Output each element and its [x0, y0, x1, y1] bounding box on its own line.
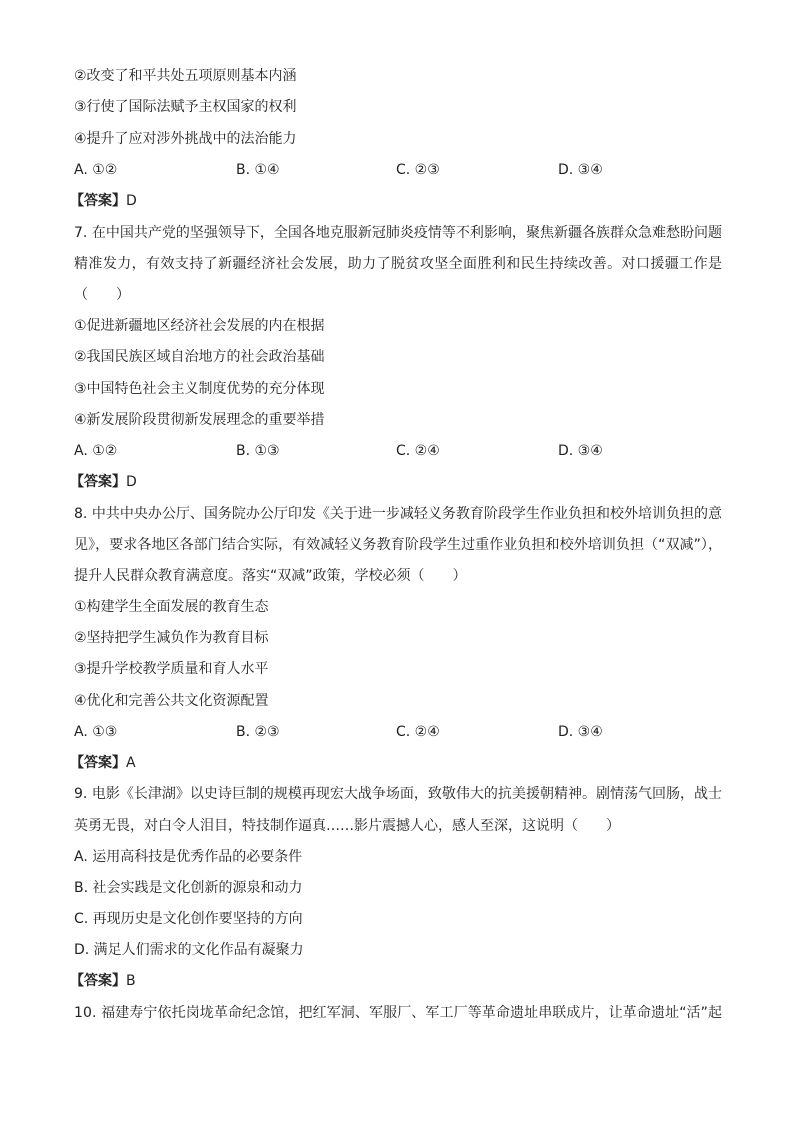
q6-option-d: D. ③④: [558, 162, 603, 178]
q8-statement-4: ④优化和完善公共文化资源配置: [74, 693, 269, 709]
q10-stem-line-1: 10. 福建寿宁依托岗垅革命纪念馆，把红军洞、军服厂、军工厂等革命遗址串联成片，让革命遗址“活”起: [74, 1005, 723, 1021]
q8-statement-2: ②坚持把学生减负作为教育目标: [74, 630, 269, 646]
q9-stem-line-1: 9. 电影《长津湖》以史诗巨制的规模再现宏大战争场面，致敬伟大的抗美援朝精神。剧情荡气回肠，战士: [74, 786, 722, 802]
q6-option-a: A. ①②: [74, 162, 118, 178]
q8-stem-line-3: 提升人民群众教育满意度。落实“双减”政策，学校必须（ ）: [74, 568, 467, 584]
q6-options: [74, 160, 722, 180]
q9-choice-c: C. 再现历史是文化创作要坚持的方向: [74, 911, 303, 927]
q7-answer: [70, 472, 137, 492]
q8-options: [74, 722, 722, 742]
answer-tag: 【答案】: [70, 474, 126, 490]
q9-choice-a: A. 运用高科技是优秀作品的必要条件: [74, 849, 303, 865]
q7-option-a: A. ①②: [74, 443, 118, 459]
q7-statement-3: ③中国特色社会主义制度优势的充分体现: [74, 381, 325, 397]
q6-statement-4: ④提升了应对涉外挑战中的法治能力: [74, 131, 297, 147]
q9-choice-b: B. 社会实践是文化创新的源泉和动力: [74, 880, 303, 896]
q6-option-b: B. ①④: [236, 162, 280, 178]
q7-stem-line-2: 精准发力，有效支持了新疆经济社会发展，助力了脱贫攻坚全面胜利和民生持续改善。对口援疆工作是: [74, 256, 723, 272]
q9-answer: [70, 971, 136, 991]
answer-tag: 【答案】: [70, 193, 126, 209]
answer-value: D: [126, 193, 137, 209]
answer-value: A: [126, 755, 136, 771]
q7-stem-line-1: 7. 在中国共产党的坚强领导下，全国各地克服新冠肺炎疫情等不利影响，聚焦新疆各族群众急难愁盼问题: [74, 225, 722, 241]
q6-statement-3: ③行使了国际法赋予主权国家的权利: [74, 99, 297, 115]
q6-option-c: C. ②③: [396, 162, 440, 178]
q9-choice-d: D. 满足人们需求的文化作品有凝聚力: [74, 942, 304, 958]
q6-answer: [70, 191, 137, 211]
q7-option-b: B. ①③: [236, 443, 280, 459]
q6-statement-2: ②改变了和平共处五项原则基本内涵: [74, 68, 297, 84]
answer-tag: 【答案】: [70, 755, 126, 771]
answer-value: B: [126, 973, 136, 989]
q7-statement-4: ④新发展阶段贯彻新发展理念的重要举措: [74, 412, 325, 428]
q8-answer: [70, 753, 136, 773]
q8-stem-line-2: 见》，要求各地区各部门结合实际，有效减轻义务教育阶段学生过重作业负担和校外培训负担（“双减”），: [74, 537, 723, 553]
q7-statement-2: ②我国民族区域自治地方的社会政治基础: [74, 349, 325, 365]
q8-statement-1: ①构建学生全面发展的教育生态: [74, 599, 269, 615]
q8-option-a: A. ①③: [74, 724, 118, 740]
answer-tag: 【答案】: [70, 973, 126, 989]
q8-option-c: C. ②④: [396, 724, 440, 740]
answer-value: D: [126, 474, 137, 490]
q7-option-d: D. ③④: [558, 443, 603, 459]
q7-statement-1: ①促进新疆地区经济社会发展的内在根据: [74, 318, 325, 334]
q7-stem-line-3: （ ）: [74, 287, 130, 303]
q7-option-c: C. ②④: [396, 443, 440, 459]
q8-stem-line-1: 8. 中共中央办公厅、国务院办公厅印发《关于进一步减轻义务教育阶段学生作业负担和校外培训负担的意: [74, 506, 722, 522]
q9-stem-line-2: 英勇无畏，对白令人泪目，特技制作逼真……影片震撼人心，感人至深，这说明（ ）: [74, 818, 620, 834]
q8-option-b: B. ②③: [236, 724, 280, 740]
q7-options: [74, 441, 722, 461]
q8-statement-3: ③提升学校教学质量和育人水平: [74, 661, 269, 677]
q8-option-d: D. ③④: [558, 724, 603, 740]
